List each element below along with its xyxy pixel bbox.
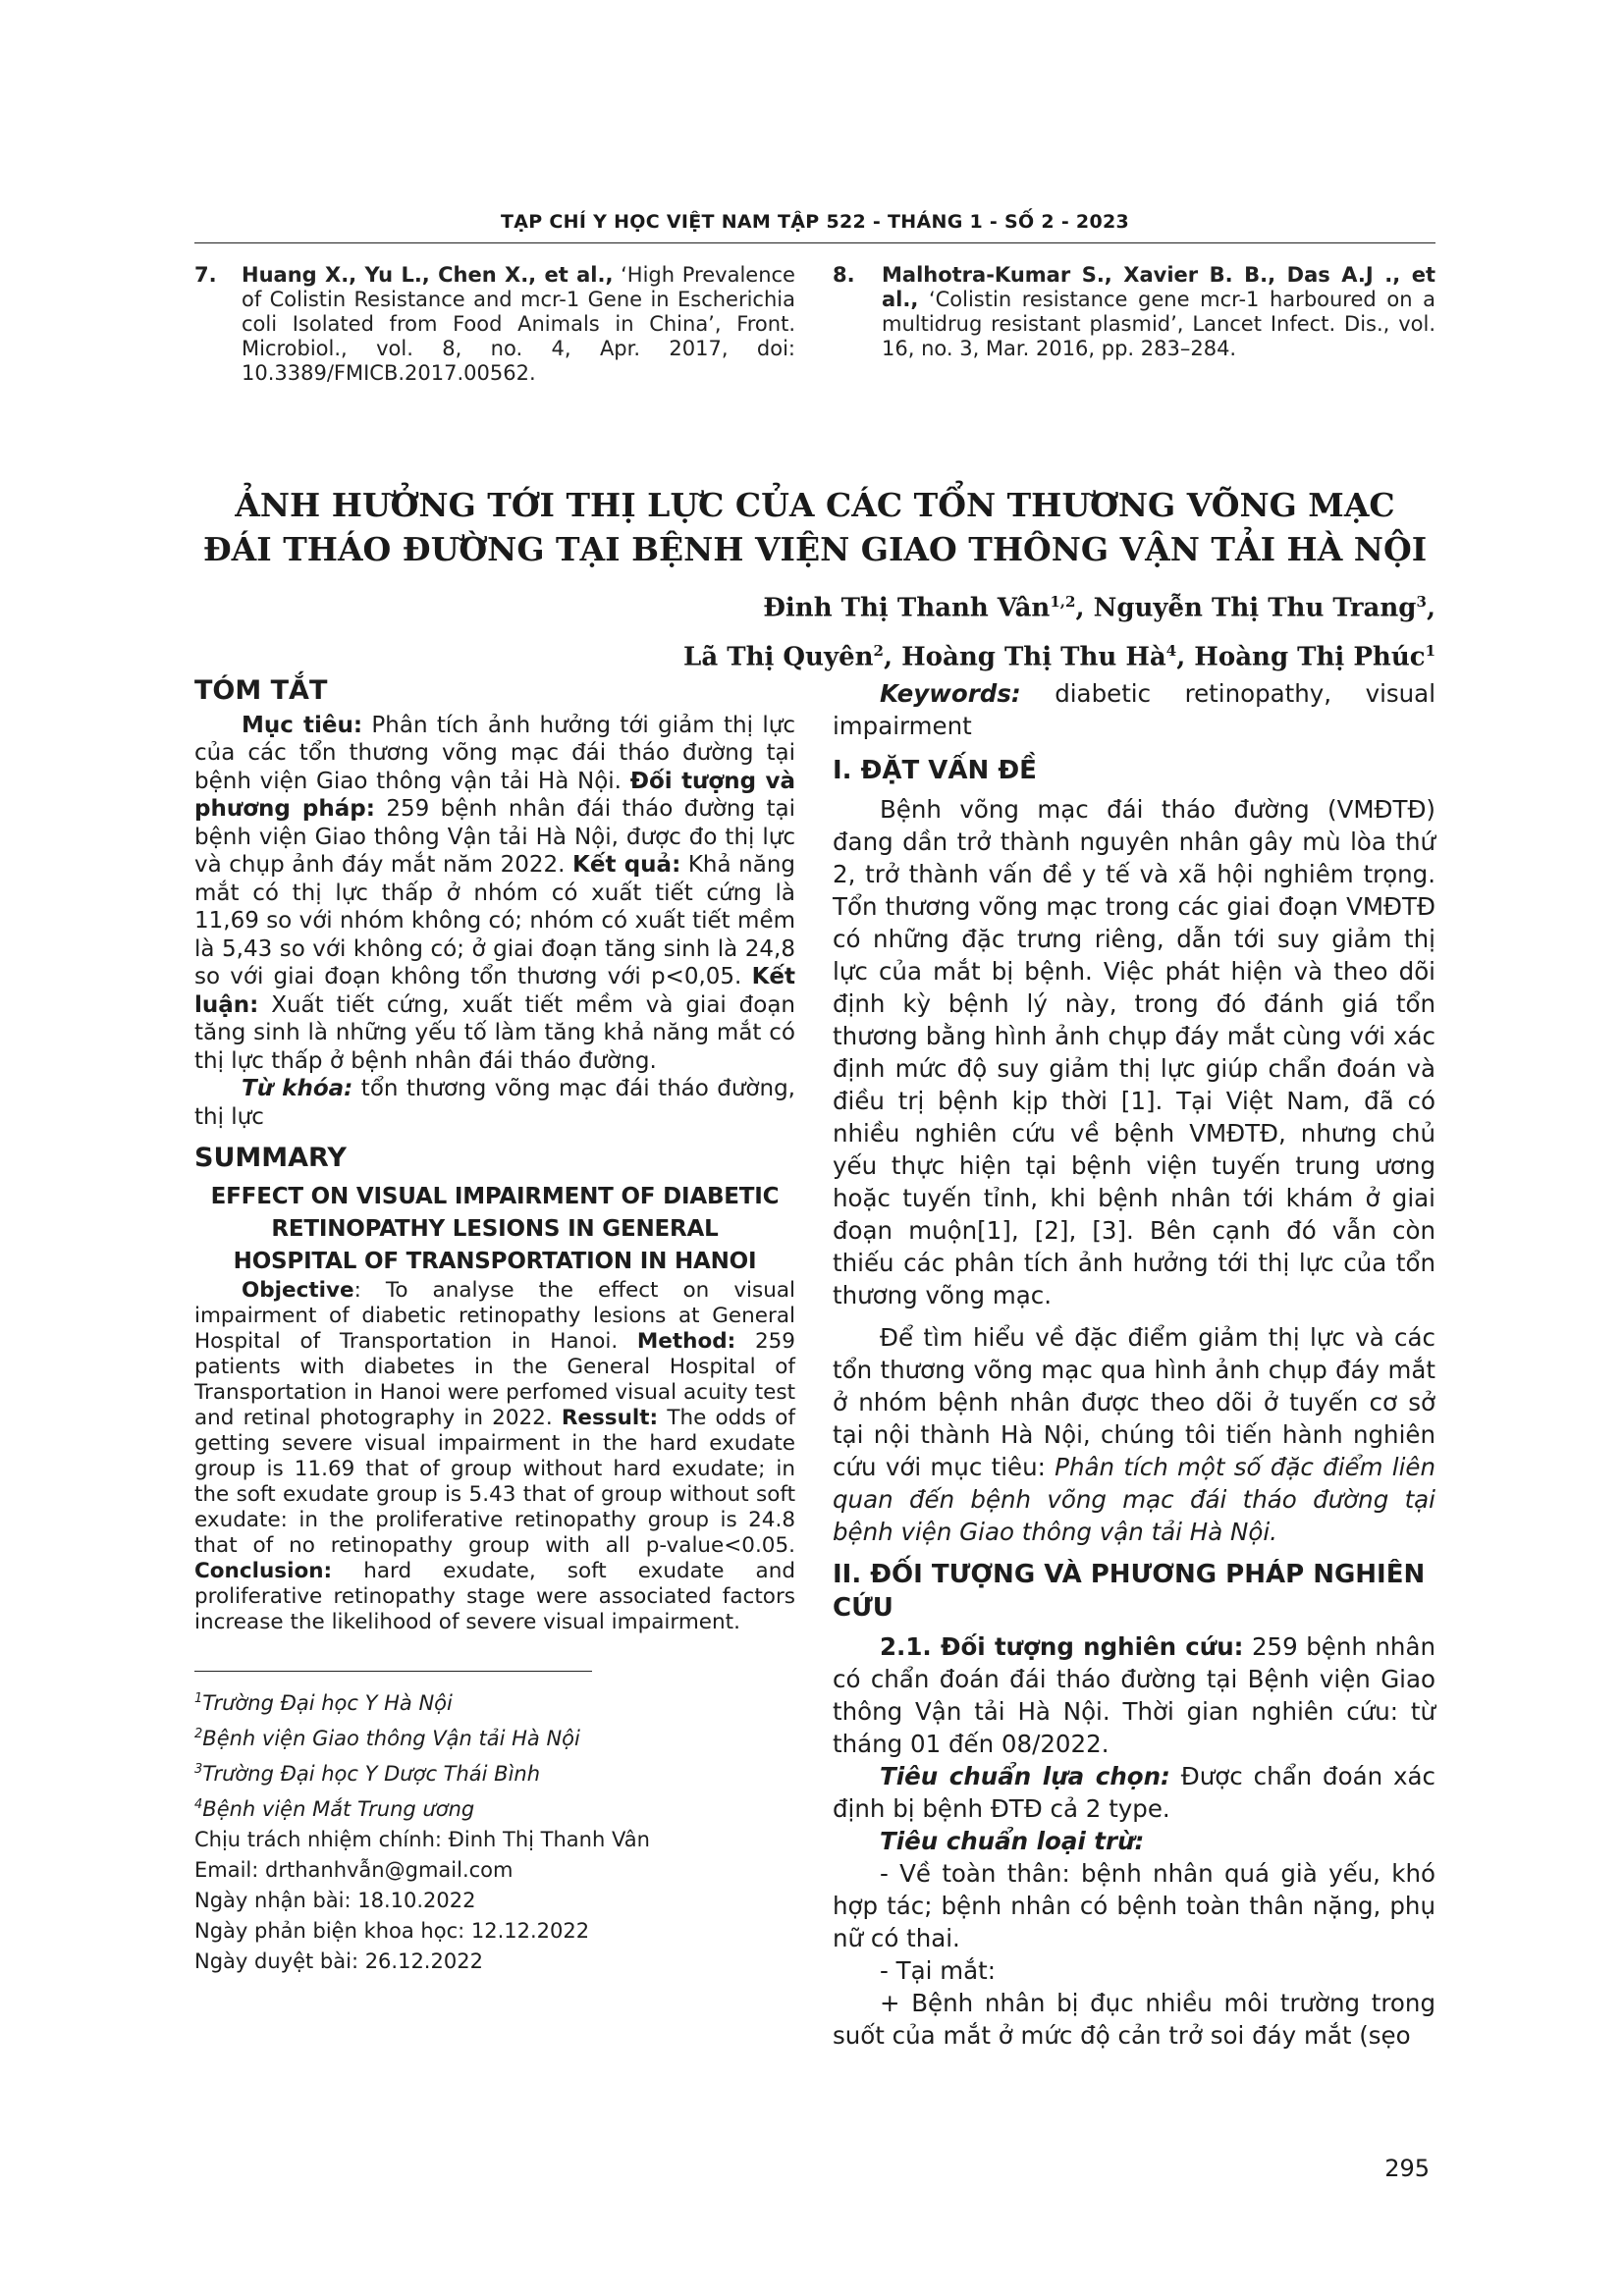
objective-text-vi: Phân tích ảnh hưởng tới giảm thị lực của các tổn thương võng mạc đái tháo đường tại bệnh viện Giao thông vận tải Hà Nội. [194, 712, 796, 794]
section-1-paragraph-2-text: Để tìm hiểu về đặc điểm giảm thị lực và các tổn thương võng mạc qua hình ảnh chụp đáy mắt ở nhóm bệnh nhân được theo dõi ở tuyến cơ sở tại nội thành Hà Nội, chúng tôi tiến hành nghiên cứu với mục tiêu: [833, 1323, 1435, 1481]
footnote-marker: 2 [194, 1726, 203, 1741]
section-1-paragraph-1: Bệnh võng mạc đái tháo đường (VMĐTĐ) đang dần trở thành nguyên nhân gây mù lòa thứ 2, trở thành vấn đề y tế và xã hội nghiêm trọng. Tổn thương võng mạc trong các giai đoạn VMĐTĐ có những đặc trưng riêng, dẫn tới suy giảm thị lực của mắt bị bệnh. Việc phát hiện và theo dõi định kỳ bệnh lý này, trong đó đánh giá tổn thương bằng hình ảnh chụp đáy mắt cùng với xác định mức độ suy giảm thị lực giúp chẩn đoán và điều trị bệnh kịp thời [1]. Tại Việt Nam, đã có nhiều nghiên cứu về bệnh VMĐTĐ, nhưng chủ yếu thực hiện tại bệnh viện tuyến trung ương hoặc tuyến tỉnh, khi bệnh nhân tới khám ở giai đoạn muộn[1], [2], [3]. Bên cạnh đó vẫn còn thiếu các phân tích ảnh hưởng tới thị lực của tổn thương võng mạc. [833, 795, 1435, 1309]
exclusion-item-opacity: + Bệnh nhân bị đục nhiều môi trường trong suốt của mắt ở mức độ cản trở soi đáy mắt (sẹo [833, 1989, 1435, 2050]
footnote-text: Trường Đại học Y Hà Nội [202, 1690, 453, 1715]
conclusion-text-vi: Xuất tiết cứng, xuất tiết mềm và giai đoạn tăng sinh là những yếu tố làm tăng khả năng mắt có thị lực thấp ở bệnh nhân đái tháo đường. [194, 991, 795, 1074]
author-name: Hoàng Thị Thu Hà [901, 642, 1166, 672]
conclusion-label-en: Conclusion: [194, 1558, 333, 1583]
section-2-1-text: 259 bệnh nhân có chẩn đoán đái tháo đường tại Bệnh viện Giao thông Vận tải Hà Nội. Thời gian nghiên cứu: từ tháng 01 đến 08/2022. [833, 1632, 1435, 1758]
date-received: Ngày nhận bài: 18.10.2022 [194, 1888, 476, 1912]
abstract-vi [194, 712, 795, 1076]
research-objective: Phân tích một số đặc điểm liên quan đến bệnh võng mạc đái tháo đường tại bệnh viện Giao thông vận tải Hà Nội. [833, 1453, 1436, 1546]
section-2-1-label: 2.1. Đối tượng nghiên cứu: [880, 1632, 1244, 1661]
author-name: Nguyễn Thị Thu Trang [1093, 593, 1417, 623]
english-title [194, 1181, 795, 1278]
objective-label-vi: Mục tiêu: [242, 712, 363, 738]
keywords-text-en: diabetic retinopathy, visual impairment [833, 679, 1435, 740]
author-name: Lã Thị Quyên [683, 642, 874, 672]
exclusion-item-eye: - Tại mắt: [880, 1956, 996, 1985]
page-number: 295 [1384, 2155, 1430, 2182]
conclusion-text-en: hard exudate, soft exudate and proliferative retinopathy stage were associated factors increase the likelihood of severe visual impairment. [194, 1558, 795, 1634]
footnote-text: Trường Đại học Y Dược Thái Bình [202, 1761, 541, 1786]
section-1-paragraph-2 [833, 1321, 1435, 1548]
keywords-text-vi: tổn thương võng mạc đái tháo đường, thị lực [194, 1076, 795, 1130]
english-title-line-3: HOSPITAL OF TRANSPORTATION IN HANOI [233, 1248, 757, 1274]
inclusion-criteria-text: Được chẩn đoán xác định bị bệnh ĐTĐ cả 2 type. [833, 1762, 1435, 1823]
article-title [194, 483, 1435, 571]
author-affiliation: 3 [1416, 593, 1427, 611]
article-title-line-1: ẢNH HƯỞNG TỚI THỊ LỰC CỦA CÁC TỔN THƯƠNG VÕNG MẠC [235, 486, 1395, 524]
exclusion-item-systemic: - Về toàn thân: bệnh nhân quá già yếu, khó hợp tác; bệnh nhân có bệnh toàn thân nặng, phụ nữ có thai. [833, 1859, 1435, 1952]
footnote-affiliation-4 [194, 1789, 795, 1825]
right-column [833, 677, 1435, 2052]
reference-authors: Huang X., Yu L., Chen X., et al., [242, 263, 614, 287]
author-affiliation: 2 [873, 641, 884, 660]
abstract-heading-en: SUMMARY [194, 1143, 347, 1173]
author-list [683, 581, 1435, 678]
footnote-marker: 1 [194, 1690, 203, 1706]
result-text-vi: Khả năng mắt có thị lực thấp ở nhóm có xuất tiết cứng là 11,69 so với nhóm không có; nhóm có xuất tiết mềm là 5,43 so với không có; ở giai đoạn tăng sinh là 24,8 so với giai đoạn không tổn thương với p<0,05. [194, 852, 795, 989]
reference-text: ‘High Prevalence of Colistin Resistance and mcr-1 Gene in Escherichia coli Isolated from Food Animals in China’, Front. Microbiol., vol. 8, no. 4, Apr. 2017, doi: 10.3389/FMICB.2017.00562. [242, 263, 795, 385]
author-affiliation: 1,2 [1050, 593, 1076, 611]
method-label-vi: Đối tượng và phương pháp: [194, 768, 795, 822]
exclusion-criteria-heading [833, 1825, 1435, 1857]
english-title-line-1: EFFECT ON VISUAL IMPAIRMENT OF DIABETIC [210, 1183, 780, 1209]
author-name: Hoàng Thị Phúc [1194, 642, 1426, 672]
footnote-marker: 4 [194, 1796, 203, 1812]
method-text-vi: 259 bệnh nhân đái tháo đường tại bệnh viện Giao thông Vận tải Hà Nội, được đo thị lực và chụp ảnh đáy mắt năm 2022. [194, 796, 795, 878]
reference-7 [194, 263, 795, 386]
method-label-en: Method: [636, 1328, 736, 1354]
section-2-1 [833, 1630, 1435, 1760]
footnote-marker: 3 [194, 1761, 203, 1777]
footnote-text: Bệnh viện Giao thông Vận tải Hà Nội [202, 1726, 580, 1750]
english-title-line-2: RETINOPATHY LESIONS IN GENERAL [271, 1215, 719, 1242]
reference-8 [833, 263, 1435, 361]
objective-text-en: : To analyse the effect on visual impairment of diabetic retinopathy lesions at General Hospital of Transportation in Hanoi. [194, 1277, 795, 1354]
inclusion-criteria-label: Tiêu chuẩn lựa chọn: [880, 1762, 1170, 1790]
author-affiliation: 4 [1165, 641, 1177, 660]
footnote-text: Bệnh viện Mắt Trung ương [202, 1796, 475, 1821]
section-2-heading: II. ĐỐI TƯỢNG VÀ PHƯƠNG PHÁP NGHIÊN CỨU [833, 1560, 1426, 1623]
abstract-en [194, 1278, 795, 1635]
email: Email: drthanhvẫn@gmail.com [194, 1857, 514, 1882]
author-affiliation: 1 [1425, 641, 1435, 660]
author-line-2: Lã Thị Quyên$^2$, Hoàng Thị Thu $Hà^4$, Hoàng Thị Phúc$^1$ [683, 641, 1435, 672]
keywords-en [833, 677, 1435, 742]
footnote-affiliation-1 [194, 1683, 795, 1719]
method-text-en: 259 patients with diabetes in the General Hospital of Transportation in Hanoi were perfomed visual acuity test and retinal photography in 2022. [194, 1328, 795, 1430]
result-text-en: The odds of getting severe visual impairment in the hard exudate group is 11.69 that of group without hard exudate; in the soft exudate group is 5.43 that of group without soft exudate: in the proliferative retinopathy group is 24.8 that of no retinopathy group with all p-value<0.05. [194, 1405, 795, 1558]
keywords-label-en: Keywords: [880, 679, 1021, 708]
article-title-line-2: ĐÁI THÁO ĐƯỜNG TẠI BỆNH VIỆN GIAO THÔNG VẬN TẢI HÀ NỘI [202, 530, 1428, 568]
reference-text: ‘Colistin resistance gene mcr-1 harboured on a multidrug resistant plasmid’, Lancet Infect. Dis., vol. 16, no. 3, Mar. 2016, pp. 283–284. [882, 288, 1435, 360]
footnote-affiliation-2 [194, 1719, 795, 1754]
keywords-vi [194, 1075, 795, 1131]
abstract-heading-vi: TÓM TẮT [194, 675, 328, 706]
reference-authors: Malhotra-Kumar S., Xavier B. B., Das A.J ., et al., [882, 263, 1435, 311]
journal-header: TẠP CHÍ Y HỌC VIỆT NAM TẬP 522 - THÁNG 1 - SỐ 2 - 2023 [194, 211, 1435, 243]
left-column [194, 677, 795, 1977]
exclusion-criteria-label: Tiêu chuẩn loại trừ: [880, 1827, 1145, 1855]
date-reviewed: Ngày phản biện khoa học: 12.12.2022 [194, 1918, 590, 1943]
reference-number: 7. [194, 263, 217, 287]
date-approved: Ngày duyệt bài: 26.12.2022 [194, 1949, 483, 1973]
result-label-en: Ressult: [561, 1405, 659, 1430]
section-1-heading: I. ĐẶT VẤN ĐỀ [833, 756, 1037, 785]
author-line-1: Đinh Thị Thanh Vân$^{1,2}$, Nguyễn Thị Thu Trang$^3$, [763, 593, 1435, 623]
author-name: Đinh Thị Thanh Vân [763, 593, 1051, 623]
reference-number: 8. [833, 263, 855, 287]
keywords-label-vi: Từ khóa: [242, 1076, 353, 1101]
inclusion-criteria [833, 1760, 1435, 1825]
conclusion-label-vi: Kết luận: [194, 964, 795, 1018]
footnote-affiliation-3 [194, 1754, 795, 1789]
footnote-divider [194, 1671, 592, 1672]
result-label-vi: Kết quả: [572, 852, 681, 878]
objective-label-en: Objective [242, 1277, 354, 1303]
footnotes [194, 1683, 795, 1977]
corresponding-author: Chịu trách nhiệm chính: Đinh Thị Thanh Vân [194, 1827, 650, 1851]
